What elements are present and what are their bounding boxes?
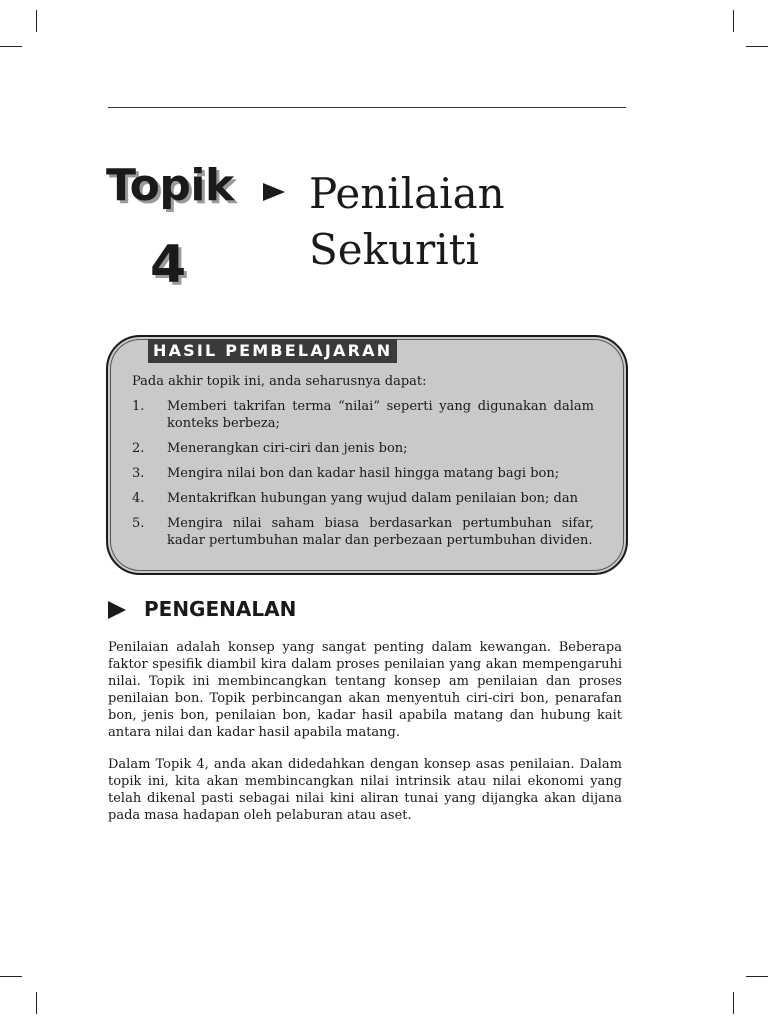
learning-outcomes-list — [132, 398, 594, 557]
play-arrow-icon — [263, 183, 285, 201]
list-item — [132, 490, 594, 507]
list-item-number: 5. — [132, 516, 145, 531]
list-item-number: 3. — [132, 466, 145, 481]
list-item-text: Menerangkan ciri-ciri dan jenis bon; — [167, 441, 408, 456]
list-item-text: Mengira nilai bon dan kadar hasil hingga matang bagi bon; — [167, 466, 560, 481]
crop-mark-top-left-h — [0, 46, 22, 47]
crop-mark-bottom-left-h — [0, 976, 22, 977]
list-item-number: 4. — [132, 491, 145, 506]
chapter-title: Penilaian Sekuriti — [309, 169, 505, 274]
list-item — [132, 440, 594, 457]
section-heading-introduction: PENGENALAN — [144, 597, 297, 621]
list-item-number: 2. — [132, 441, 145, 456]
crop-mark-bottom-left-v — [36, 992, 37, 1014]
learning-outcomes-heading: HASIL PEMBELAJARAN — [148, 339, 397, 363]
list-item — [132, 515, 594, 549]
crop-mark-bottom-right-v — [733, 992, 734, 1014]
learning-outcomes-intro: Pada akhir topik ini, anda seharusnya dapat: — [132, 374, 427, 389]
intro-paragraph-1: Penilaian adalah konsep yang sangat penting dalam kewangan. Beberapa faktor spesifik diambil kira dalam proses penilaian yang akan mempengaruhi nilai. Topik ini membincangkan tentang konsep am penilaian dan proses penilaian bon. Topik perbincangan akan menyentuh ciri-ciri bon, penarafan bon, jenis bon, penilaian bon, kadar hasil apabila matang dan hubung kait antara nilai dan kadar hasil apabila matang. — [108, 640, 622, 740]
header-rule — [108, 107, 626, 108]
crop-mark-top-right-h — [746, 46, 768, 47]
chapter-label: Topik — [106, 160, 234, 211]
list-item-text: Mentakrifkan hubungan yang wujud dalam penilaian bon; dan — [167, 491, 578, 506]
list-item-text: Memberi takrifan terma “nilai” seperti yang digunakan dalam konteks berbeza; — [167, 399, 594, 431]
chapter-number: 4 — [150, 235, 187, 295]
crop-mark-bottom-right-h — [746, 976, 768, 977]
crop-mark-top-left-v — [36, 10, 37, 32]
list-item-number: 1. — [132, 399, 145, 414]
list-item — [132, 465, 594, 482]
crop-mark-top-right-v — [733, 10, 734, 32]
intro-paragraph-2: Dalam Topik 4, anda akan didedahkan dengan konsep asas penilaian. Dalam topik ini, kita akan membincangkan nilai intrinsik atau nilai ekonomi yang telah dikenal pasti sebagai nilai kini aliran tunai yang dijangka akan dijana pada masa hadapan oleh pelaburan atau aset. — [108, 757, 622, 823]
section-arrow-icon — [108, 601, 126, 619]
list-item — [132, 398, 594, 432]
list-item-text: Mengira nilai saham biasa berdasarkan pertumbuhan sifar, kadar pertumbuhan malar dan perbezaan pertumbuhan dividen. — [167, 516, 594, 548]
